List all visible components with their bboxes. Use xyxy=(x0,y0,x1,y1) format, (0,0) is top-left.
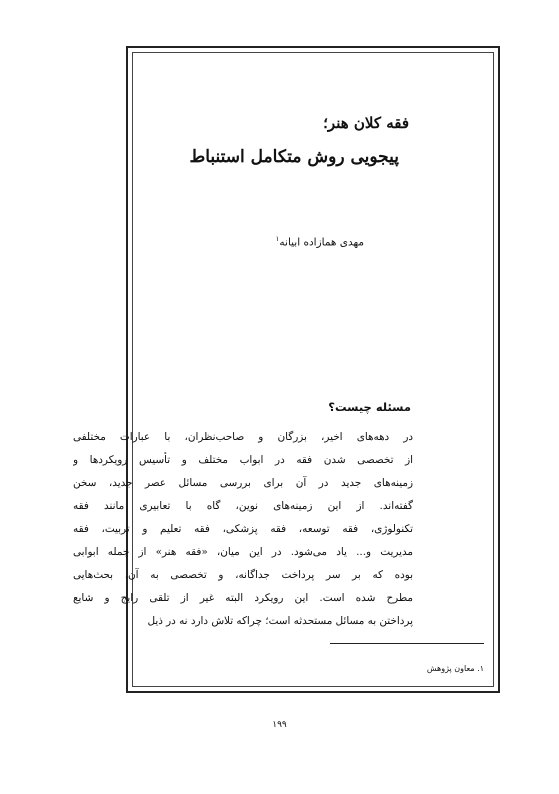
body-paragraph xyxy=(73,426,413,633)
page-number: ۱۹۹ xyxy=(272,720,287,730)
author-name xyxy=(164,235,364,249)
footnote-divider xyxy=(330,643,484,644)
body-line: مطرح شده است. این رویکرد البته غیر از تلقی رایج و شایع xyxy=(73,592,413,604)
footnote: ۱. معاون پژوهش xyxy=(426,664,484,673)
author-footnote-mark: ۱ xyxy=(275,235,280,243)
body-line: بوده که بر سر پرداخت جداگانه، و تخصصی به آن، بحث‌هایی xyxy=(73,569,413,581)
title-line-1: فقه کلان هنر؛ xyxy=(323,114,409,132)
body-line: در دهه‌های اخیر، بزرگان و صاحب‌نظران، با عبارات مختلفی xyxy=(73,431,413,443)
body-line: گفته‌اند. از این زمینه‌های نوین، گاه با تعابیری مانند فقه xyxy=(73,500,413,512)
body-line: مدیریت و... یاد می‌شود. در این میان، «فقه هنر» از جمله ابوابی xyxy=(73,546,413,558)
body-line: تکنولوژی، فقه توسعه، فقه پزشکی، فقه تعلیم و تربیت، فقه xyxy=(73,523,413,535)
body-line: از تخصصی شدن فقه در ابواب مختلف و تأسیس رویکردها و xyxy=(73,454,413,466)
section-heading: مسئله چیست؟ xyxy=(328,400,411,414)
body-line: زمینه‌های جدید در آن برای بررسی مسائل عصر جدید، سخن xyxy=(73,477,413,489)
body-line: پرداختن به مسائل مستحدثه است؛ چراکه تلاش دارد نه در ذیل xyxy=(147,615,413,627)
author-text: مهدی همازاده ابیانه xyxy=(279,236,364,249)
title-line-2: پیجویی روش متکامل استنباط xyxy=(189,147,399,167)
